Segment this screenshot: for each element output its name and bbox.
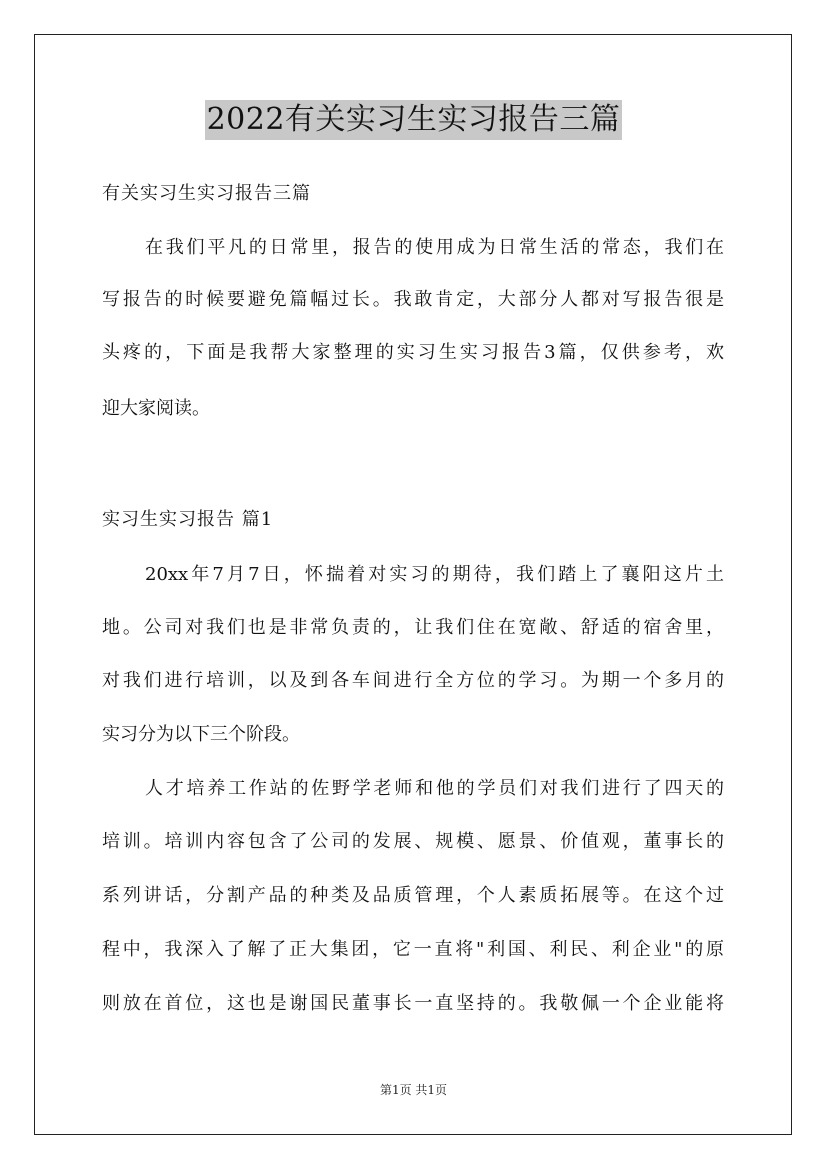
document-title: 2022有关实习生实习报告三篇 <box>205 100 623 140</box>
paragraph-line: 写报告的时候要避免篇幅过长。我敢肯定，大部分人都对写报告很是 <box>102 289 724 310</box>
paragraph-line: 20xx年7月7日，怀揣着对实习的期待，我们踏上了襄阳这片土 <box>145 564 724 585</box>
paragraph-line: 地。公司对我们也是非常负责的，让我们住在宽敞、舒适的宿舍里， <box>102 617 724 638</box>
paragraph-line: 迎大家阅读。 <box>102 398 210 419</box>
paragraph-line: 对我们进行培训，以及到各车间进行全方位的学习。为期一个多月的 <box>102 670 724 691</box>
section-heading: 实习生实习报告 篇1 <box>102 509 274 530</box>
paragraph-line: 在我们平凡的日常里，报告的使用成为日常生活的常态，我们在 <box>145 237 724 258</box>
document-subtitle: 有关实习生实习报告三篇 <box>102 183 311 204</box>
paragraph-line: 头疼的，下面是我帮大家整理的实习生实习报告3篇，仅供参考，欢 <box>102 342 724 363</box>
paragraph-line: 程中，我深入了解了正大集团，它一直将"利国、利民、利企业"的原 <box>102 939 724 960</box>
paragraph-line: 人才培养工作站的佐野学老师和他的学员们对我们进行了四天的 <box>145 778 724 799</box>
title-block <box>0 100 827 140</box>
page-footer: 第1页 共1页 <box>379 1083 448 1097</box>
paragraph-line: 培训。培训内容包含了公司的发展、规模、愿景、价值观，董事长的 <box>102 831 724 852</box>
paragraph-line: 则放在首位，这也是谢国民董事长一直坚持的。我敬佩一个企业能将 <box>102 993 724 1014</box>
paragraph-line: 系列讲话，分割产品的种类及品质管理，个人素质拓展等。在这个过 <box>102 885 724 906</box>
paragraph-line: 实习分为以下三个阶段。 <box>102 724 300 745</box>
